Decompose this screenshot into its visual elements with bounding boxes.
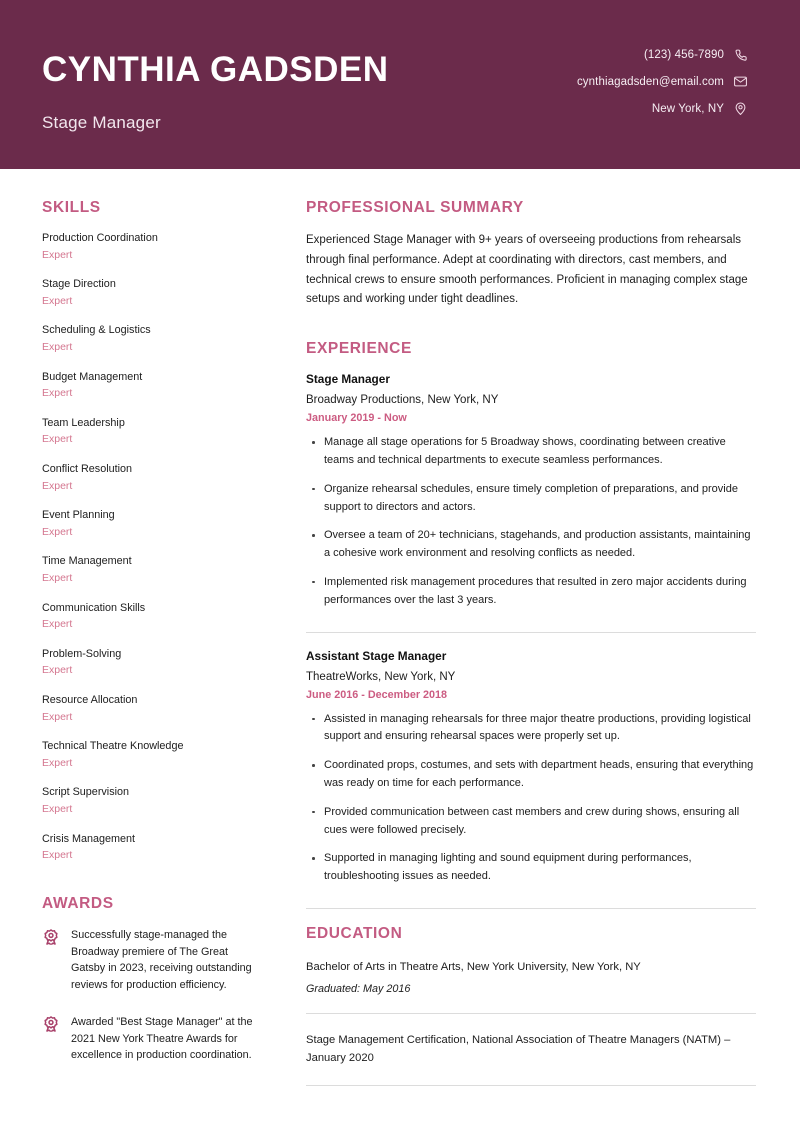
summary-text: Experienced Stage Manager with 9+ years of overseeing productions from rehearsals through final performance. Adept at coordinating with directors, cast members, and technical crews to ensure smooth performances. Proficient in managing complex stage setups and working under tight deadlines. xyxy=(306,234,748,306)
experience-section xyxy=(306,340,756,909)
award-item xyxy=(42,1014,262,1064)
job-bullet: Organize rehearsal schedules, ensure timely completion of preparations, and provide support to directors and actors. xyxy=(310,481,756,517)
education-graduation: Graduated: May 2016 xyxy=(306,983,411,996)
skill-item xyxy=(42,554,262,585)
contact-email-text: cynthiagadsden@email.com xyxy=(576,75,724,88)
skill-level: Expert xyxy=(42,756,73,769)
skill-level: Expert xyxy=(42,803,73,815)
skill-name: Stage Direction xyxy=(42,278,116,291)
skill-item xyxy=(42,647,262,678)
contact-location-text: New York, NY xyxy=(651,102,724,115)
education-degree: Bachelor of Arts in Theatre Arts, New York University, New York, NY xyxy=(306,961,641,974)
skill-level: Expert xyxy=(42,849,73,862)
main-column xyxy=(288,199,756,1102)
skill-name: Event Planning xyxy=(42,509,115,522)
skill-item xyxy=(42,323,262,354)
skill-name: Conflict Resolution xyxy=(42,463,133,476)
skill-item xyxy=(42,739,262,770)
award-medal-icon xyxy=(42,928,60,946)
skill-item xyxy=(42,462,262,493)
skill-item xyxy=(42,231,262,262)
job-bullet: Oversee a team of 20+ technicians, stagehands, and production assistants, maintaining a cohesive work environment and resolving conflicts as needed. xyxy=(310,527,756,563)
skill-name: Production Coordination xyxy=(42,232,158,244)
skill-item xyxy=(42,785,262,816)
job-bullet: Supported in managing lighting and sound equipment during performances, troubleshooting issues as needed. xyxy=(310,850,756,886)
education-item xyxy=(306,1030,756,1071)
experience-item xyxy=(306,372,756,618)
contact-item-email[interactable] xyxy=(577,74,748,89)
skill-name: Budget Management xyxy=(42,370,143,383)
email-icon xyxy=(733,74,748,89)
education-heading: EDUCATION xyxy=(306,925,403,943)
skill-item xyxy=(42,693,262,724)
contact-list xyxy=(577,42,748,116)
job-bullets xyxy=(310,434,756,610)
job-dates: June 2016 - December 2018 xyxy=(306,688,448,701)
skill-name: Communication Skills xyxy=(42,601,146,614)
summary-section xyxy=(306,199,756,310)
job-bullet: Manage all stage operations for 5 Broadway shows, coordinating between creative teams and technical departments to execute seamless performances. xyxy=(310,434,756,470)
job-title: Stage Manager xyxy=(306,372,390,387)
skill-level: Expert xyxy=(42,618,73,631)
skill-level: Expert xyxy=(42,340,73,353)
job-title: Assistant Stage Manager xyxy=(306,648,447,663)
job-bullets xyxy=(310,711,756,887)
education-certification: Stage Management Certification, National Association of Theatre Managers (NATM) – January 2020 xyxy=(306,1034,731,1064)
skill-item xyxy=(42,601,262,632)
skill-item xyxy=(42,277,262,308)
summary-heading: PROFESSIONAL SUMMARY xyxy=(306,199,524,216)
resume-body xyxy=(0,169,800,1102)
job-company: Broadway Productions, New York, NY xyxy=(306,394,499,407)
skill-level: Expert xyxy=(42,525,73,538)
divider xyxy=(306,1013,756,1014)
award-text: Awarded "Best Stage Manager" at the 2021 New York Theatre Awards for excellence in production coordination. xyxy=(71,1015,253,1062)
skill-item xyxy=(42,832,262,863)
skill-name: Problem-Solving xyxy=(42,647,122,660)
page-title: CYNTHIA GADSDEN xyxy=(42,50,389,89)
skill-item xyxy=(42,370,262,401)
skills-heading: SKILLS xyxy=(42,199,101,216)
skill-level: Expert xyxy=(42,710,73,723)
awards-list xyxy=(42,927,262,1064)
resume-header xyxy=(0,0,800,169)
divider xyxy=(306,1085,756,1086)
job-bullet: Implemented risk management procedures that resulted in zero major accidents during performances over the last 3 years. xyxy=(310,574,756,610)
award-item xyxy=(42,927,262,994)
skill-name: Resource Allocation xyxy=(42,694,138,707)
divider xyxy=(306,632,756,633)
skill-level: Expert xyxy=(42,248,73,261)
skill-level: Expert xyxy=(42,433,73,446)
experience-heading: EXPERIENCE xyxy=(306,340,412,358)
job-bullet: Assisted in managing rehearsals for three major theatre productions, providing logistical support and ensuring rehearsal spaces were properly set up. xyxy=(310,711,756,747)
job-dates: January 2019 - Now xyxy=(306,412,407,425)
skill-item xyxy=(42,416,262,447)
job-bullet: Provided communication between cast members and crew during shows, ensuring all cues were followed precisely. xyxy=(310,804,756,840)
education-section xyxy=(306,925,756,1086)
job-bullet: Coordinated props, costumes, and sets with department heads, ensuring that everything was ready on time for each performance. xyxy=(310,757,756,793)
skill-level: Expert xyxy=(42,664,73,677)
award-text: Successfully stage-managed the Broadway premiere of The Great Gatsby in 2023, receiving outstanding reviews for production efficiency. xyxy=(71,928,252,992)
skill-level: Expert xyxy=(42,387,73,400)
skill-item xyxy=(42,508,262,539)
header-identity xyxy=(42,42,389,133)
sidebar-column xyxy=(42,199,288,1102)
skill-name: Team Leadership xyxy=(42,416,125,429)
job-role-subtitle: Stage Manager xyxy=(42,112,161,132)
awards-heading: AWARDS xyxy=(42,894,114,912)
education-item xyxy=(306,957,756,999)
skill-name: Technical Theatre Knowledge xyxy=(42,740,184,753)
skill-level: Expert xyxy=(42,571,73,584)
divider xyxy=(306,908,756,909)
skill-name: Crisis Management xyxy=(42,832,136,845)
skill-name: Script Supervision xyxy=(42,786,130,799)
phone-icon xyxy=(733,47,748,62)
skill-level: Expert xyxy=(42,479,73,492)
contact-item-phone[interactable] xyxy=(644,47,748,62)
award-medal-icon xyxy=(42,1015,60,1033)
skill-name: Scheduling & Logistics xyxy=(42,324,151,337)
job-company: TheatreWorks, New York, NY xyxy=(306,670,456,683)
location-pin-icon xyxy=(733,101,748,116)
skill-level: Expert xyxy=(42,294,73,307)
contact-phone-text: (123) 456-7890 xyxy=(643,48,724,61)
skill-name: Time Management xyxy=(42,555,132,568)
skills-list xyxy=(42,231,262,863)
experience-item xyxy=(306,649,756,895)
contact-item-location[interactable] xyxy=(652,101,748,116)
